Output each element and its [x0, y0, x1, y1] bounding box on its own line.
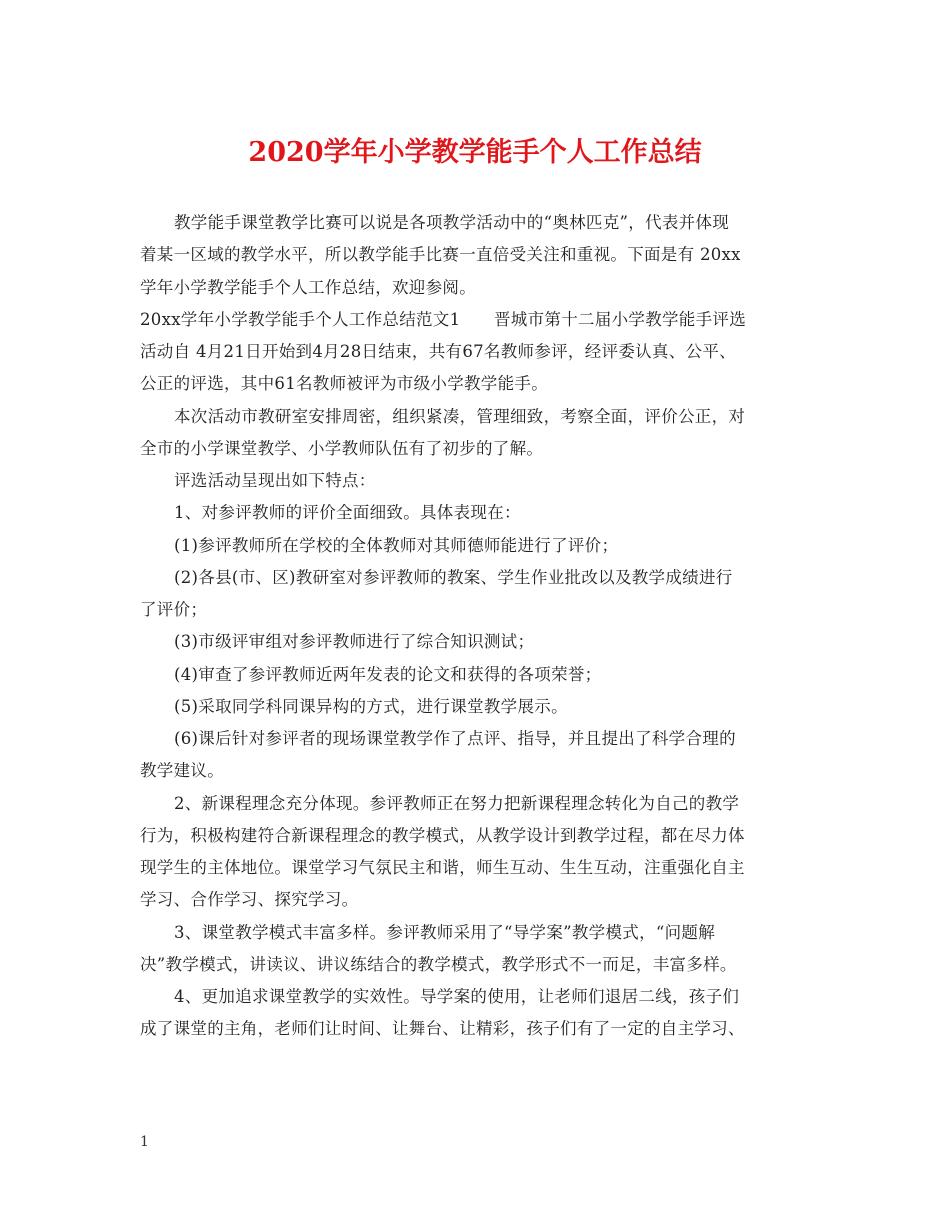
- text-line: 3、课堂教学模式丰富多样。参评教师采用了“导学案”教学模式，“问题解: [174, 922, 716, 942]
- text-line: 学年小学教学能手个人工作总结，欢迎参阅。: [140, 277, 476, 297]
- text-line: 2、新课程理念充分体现。参评教师正在努力把新课程理念转化为自己的教学: [174, 793, 740, 813]
- text-line: 评选活动呈现出如下特点：: [174, 471, 376, 490]
- text-line: (3)市级评审组对参评教师进行了综合知识测试；: [174, 632, 535, 652]
- text-line: (6)课后针对参评者的现场课堂教学作了点评、指导，并且提出了科学合理的: [174, 729, 736, 748]
- text-line: 1、对参评教师的评价全面细致。具体表现在：: [174, 503, 521, 523]
- text-line: 教学能手课堂教学比赛可以说是各项教学活动中的“奥林匹克”，代表并体现: [174, 213, 730, 232]
- text-line: 20xx学年小学教学能手个人工作总结范文1 晋城市第十二届小学教学能手评选: [140, 309, 747, 329]
- document-title: 2020学年小学教学能手个人工作总结: [248, 137, 702, 168]
- text-line: 教学建议。: [140, 761, 224, 781]
- text-line: 成了课堂的主角，老师们让时间、让舞台、让精彩，孩子们有了一定的自主学习、: [140, 1019, 745, 1039]
- text-line: 行为，积极构建符合新课程理念的教学模式，从教学设计到教学过程，都在尽力体: [140, 825, 745, 845]
- text-line: (2)各县(市、区)教研室对参评教师的教案、学生作业批改以及教学成绩进行: [174, 567, 733, 587]
- text-line: 现学生的主体地位。课堂学习气氛民主和谐，师生互动、生生互动，注重强化自主: [140, 858, 745, 877]
- text-line: 决”教学模式，讲读议、讲议练结合的教学模式，教学形式不一而足，丰富多样。: [140, 954, 737, 974]
- text-line: (5)采取同学科同课异构的方式，进行课堂教学展示。: [174, 696, 568, 716]
- text-line: 全市的小学课堂教学、小学教师队伍有了初步的了解。: [140, 438, 544, 458]
- page-number: 1: [140, 1134, 149, 1150]
- text-line: (1)参评教师所在学校的全体教师对其师德师能进行了评价；: [174, 535, 619, 555]
- text-line: 4、更加追求课堂教学的实效性。导学案的使用，让老师们退居二线，孩子们: [174, 987, 740, 1006]
- text-line: 学习、合作学习、探究学习。: [140, 890, 359, 910]
- text-line: 公正的评选，其中61名教师被评为市级小学教学能手。: [140, 374, 548, 394]
- text-line: 着某一区域的教学水平，所以教学能手比赛一直倍受关注和重视。下面是有 20xx: [140, 245, 741, 265]
- text-line: 活动自 4月21日开始到4月28日结束，共有67名教师参评，经评委认真、公平、: [140, 342, 736, 361]
- text-line: (4)审查了参评教师近两年发表的论文和获得的各项荣誉；: [174, 664, 602, 684]
- text-line: 了评价；: [140, 600, 208, 619]
- document-body: [140, 207, 830, 1046]
- text-line: 本次活动市教研室安排周密，组织紧凑，管理细致，考察全面，评价公正，对: [174, 406, 746, 426]
